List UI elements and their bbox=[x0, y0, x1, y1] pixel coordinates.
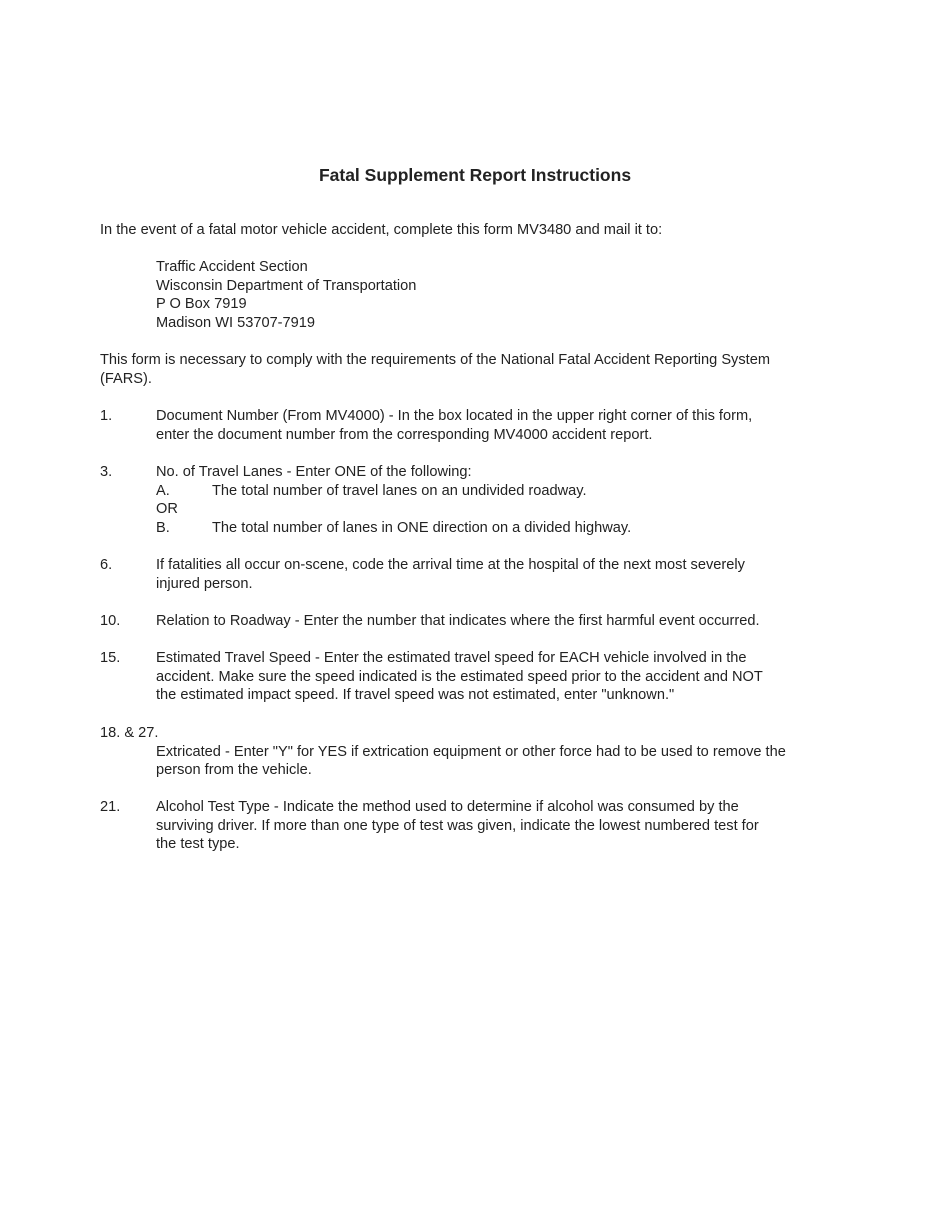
instruction-item-18-27 bbox=[100, 724, 820, 780]
item-number: 21. bbox=[100, 799, 121, 815]
sub-option-letter: A. bbox=[156, 482, 170, 499]
item-number: 6. bbox=[100, 557, 113, 573]
instruction-item-3 bbox=[100, 463, 820, 537]
page-title: Fatal Supplement Report Instructions bbox=[318, 165, 632, 185]
mailing-address bbox=[156, 258, 656, 332]
instruction-item-10 bbox=[100, 612, 820, 631]
item-number: 1. bbox=[100, 408, 113, 424]
item-text: Document Number (From MV4000) - In the box located in the upper right corner of this form, enter the document number from the corresponding MV4000 accident report. bbox=[156, 408, 753, 443]
or-label: OR bbox=[156, 501, 178, 518]
item-body bbox=[156, 463, 820, 537]
sub-option-b bbox=[156, 519, 820, 538]
address-line: P O Box 7919 bbox=[156, 296, 247, 313]
fars-note: This form is necessary to comply with the requirements of the National Fatal Accident Reporting System (FARS). bbox=[100, 352, 770, 387]
sub-option-letter: B. bbox=[156, 519, 170, 536]
address-line: Traffic Accident Section bbox=[156, 259, 308, 275]
item-text: Estimated Travel Speed - Enter the estimated travel speed for EACH vehicle involved in the accident. Make sure the speed indicated is the estimated speed prior to the accident and NOT the estimated impact speed. If travel speed was not estimated, enter "unknown." bbox=[156, 650, 763, 704]
item-text: Relation to Roadway - Enter the number that indicates where the first harmful event occurred. bbox=[156, 613, 760, 629]
instruction-item-15 bbox=[100, 649, 820, 705]
instruction-item-1 bbox=[100, 407, 820, 444]
sub-option-a bbox=[156, 482, 820, 501]
instruction-item-6 bbox=[100, 556, 820, 593]
address-line: Madison WI 53707-7919 bbox=[156, 314, 316, 331]
sub-option-text: The total number of travel lanes on an undivided roadway. bbox=[212, 482, 587, 499]
item-text: No. of Travel Lanes - Enter ONE of the following: bbox=[156, 464, 472, 480]
item-text: Extricated - Enter "Y" for YES if extrication equipment or other force had to be used to remove the person from the vehicle. bbox=[156, 743, 786, 779]
address-line: Wisconsin Department of Transportation bbox=[156, 277, 417, 294]
intro-paragraph: In the event of a fatal motor vehicle accident, complete this form MV3480 and mail it to: bbox=[100, 222, 663, 238]
item-number: 10. bbox=[100, 613, 121, 629]
item-text: If fatalities all occur on-scene, code the arrival time at the hospital of the next most severely injured person. bbox=[156, 557, 745, 592]
item-text: Alcohol Test Type - Indicate the method used to determine if alcohol was consumed by the surviving driver. If more than one type of test was given, indicate the lowest numbered test for the test type. bbox=[156, 799, 759, 853]
sub-option-text: The total number of lanes in ONE direction on a divided highway. bbox=[212, 519, 632, 536]
instruction-item-21 bbox=[100, 798, 820, 854]
item-number: 15. bbox=[100, 650, 121, 666]
item-number: 3. bbox=[100, 464, 113, 480]
item-number: 18. & 27. bbox=[100, 725, 159, 741]
